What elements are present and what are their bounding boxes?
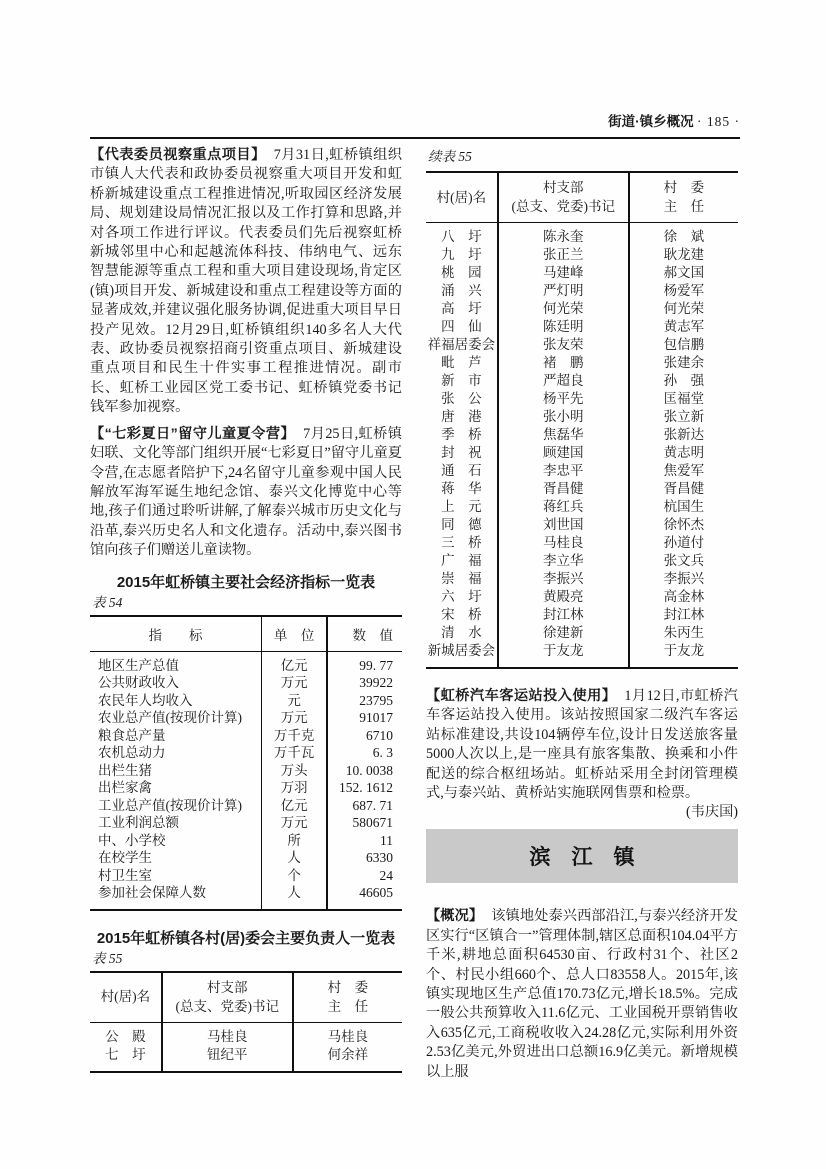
- table-cell: 马桂良: [162, 1022, 293, 1046]
- table-cell: 亿元: [262, 797, 328, 815]
- table-cell: 褚 鹏: [498, 354, 629, 372]
- table-cell: 封江林: [498, 606, 629, 624]
- table-cell: 万羽: [262, 779, 328, 797]
- table-cell: 公 殿: [90, 1022, 162, 1046]
- table-cell: 万千克: [262, 727, 328, 745]
- table-cell: 高金林: [663, 589, 705, 604]
- table-cell: 新城居委会: [426, 642, 498, 668]
- article-overview: [426, 907, 738, 1082]
- table-row: [426, 372, 738, 390]
- table-cell: 杨爱军: [663, 283, 705, 298]
- village-leaders-table: [90, 971, 402, 1073]
- table-cell: 580671: [352, 815, 393, 831]
- table-row: [90, 884, 402, 910]
- table-cell: 张正兰: [498, 246, 629, 264]
- table-cell: 郝文国: [663, 265, 705, 280]
- article-label: 【虹桥汽车客运站投入使用】: [426, 688, 617, 704]
- table-row: [426, 300, 738, 318]
- table-row: [426, 223, 738, 247]
- economic-indicators-table: [90, 615, 402, 911]
- table-row: [426, 570, 738, 588]
- table-cell: 152. 1612: [339, 780, 393, 796]
- table-cell: 于友龙: [498, 642, 629, 668]
- table-cell: 农民年人均收入: [90, 692, 262, 710]
- table-cell: 徐 斌: [663, 229, 705, 244]
- table-cell: 李立华: [498, 552, 629, 570]
- table-cell: 6. 3: [372, 745, 393, 761]
- table-cell: 新 市: [426, 372, 498, 390]
- table-cell: 张建余: [663, 355, 705, 370]
- table-cell: 万元: [262, 674, 328, 692]
- table-cell: 农业总产值(按现价计算): [90, 709, 262, 727]
- header-line: 主 任: [327, 998, 369, 1014]
- table-row: [426, 282, 738, 300]
- table-cell: 九 圩: [426, 246, 498, 264]
- table-row: [90, 832, 402, 850]
- table-cell: 何光荣: [498, 300, 629, 318]
- table-row: [90, 797, 402, 815]
- table-cell: 24: [379, 867, 393, 883]
- right-column: [426, 146, 738, 1082]
- table-cell: 46605: [359, 885, 393, 901]
- table-cell: 陈永奎: [498, 223, 629, 247]
- table55-title: 2015年虹桥镇各村(居)委会主要负责人一览表: [96, 929, 396, 947]
- table-cell: 于友龙: [663, 643, 705, 658]
- table-cell: 万千瓦: [262, 744, 328, 762]
- table-cell: 农机总动力: [90, 744, 262, 762]
- table-cell: 通 石: [426, 462, 498, 480]
- table-row: [90, 762, 402, 780]
- table-cell: 万元: [262, 814, 328, 832]
- table-row: [90, 727, 402, 745]
- table-row: [90, 849, 402, 867]
- table-row: [426, 408, 738, 426]
- table-cell: 清 水: [426, 624, 498, 642]
- table-cell: 八 圩: [426, 223, 498, 247]
- table-cell: 徐怀杰: [663, 517, 705, 532]
- table-row: [426, 624, 738, 642]
- table-cell: 99. 77: [359, 657, 393, 673]
- header-line: 主 任: [663, 199, 705, 214]
- table-cell: 朱丙生: [663, 625, 705, 640]
- table-cell: 黄殿亮: [498, 588, 629, 606]
- table-row: [90, 779, 402, 797]
- table-row: [90, 1022, 402, 1046]
- table-cell: 地区生产总值: [90, 651, 262, 674]
- header-line: 村 委: [663, 180, 705, 195]
- table-cell: 元: [262, 692, 328, 710]
- article-inspection: [90, 146, 402, 418]
- table-cell: 焦磊华: [498, 426, 629, 444]
- table-cell: 宋 桥: [426, 606, 498, 624]
- table-cell: 严灯明: [498, 282, 629, 300]
- table-cell: 耿龙建: [663, 247, 705, 262]
- table-cell: 万头: [262, 762, 328, 780]
- table-cell: 91017: [359, 710, 393, 726]
- table-header: [90, 972, 402, 1023]
- table-cell: 中、小学校: [90, 832, 262, 850]
- table-cell: 黄志军: [663, 319, 705, 334]
- table-cell: 个: [262, 867, 328, 885]
- article-label: 【概况】: [426, 908, 484, 925]
- page-number: · 185 ·: [697, 114, 740, 129]
- table-cell: 封江林: [663, 607, 705, 622]
- article-label: 【代表委员视察重点项目】: [90, 147, 266, 163]
- header-party-secretary: [498, 172, 629, 223]
- table55-label: 表 55: [92, 950, 123, 966]
- table-cell: 马桂良: [327, 1028, 369, 1044]
- table-cell: 张小明: [498, 408, 629, 426]
- table-cell: 桃 园: [426, 264, 498, 282]
- section-banner-binjiang: [426, 829, 738, 883]
- header-value: 数 值: [327, 616, 402, 652]
- table-cell: 23795: [359, 692, 393, 708]
- header-committee-director: [293, 972, 402, 1023]
- table-row: [426, 444, 738, 462]
- table54-title: 2015年虹桥镇主要社会经济指标一览表: [116, 573, 376, 591]
- table-cell: 村卫生室: [90, 867, 262, 885]
- table-row: [90, 814, 402, 832]
- table-cell: 张新达: [663, 427, 705, 442]
- article-body: 1月12日,市虹桥汽车客运站投入使用。该站按照国家二级汽车客运站标准建设,共设104辆停车位,设计日发送旅客量5000人次以上,是一座具有旅客集散、换乘和小件配送的综合枢纽场站。虹桥站采用全封闭管理模式,与泰兴站、黄桥站实施联网售票和检票。: [426, 688, 738, 802]
- article-body: 7月25日,虹桥镇妇联、文化等部门组织开展“七彩夏日”留守儿童夏令营,在志愿者陪护下,24名留守儿童参观中国人民解放军海军诞生地纪念馆、泰兴文化博览中心等地,孩子们通过聆听讲解,了解泰兴城市历史文化与沿革,泰兴历史名人和文化遗存。活动中,泰兴图书馆向孩子们赠送儿童读物。: [90, 425, 402, 559]
- table-cell: 何光荣: [663, 301, 705, 316]
- header-party-secretary: [162, 972, 293, 1023]
- table-row: [426, 462, 738, 480]
- table-cell: 杭国生: [663, 499, 705, 514]
- table-cell: 马建峰: [498, 264, 629, 282]
- table-cell: 徐建新: [498, 624, 629, 642]
- table-cell: 上 元: [426, 498, 498, 516]
- table-cell: 高 圩: [426, 300, 498, 318]
- table-cell: 广 福: [426, 552, 498, 570]
- header-line: 村支部: [543, 180, 584, 195]
- table-cell: 工业利润总额: [90, 814, 262, 832]
- table-cell: 严超良: [498, 372, 629, 390]
- table-cell: 张友荣: [498, 336, 629, 354]
- table-row: [90, 709, 402, 727]
- table-cell: 匡福堂: [663, 391, 705, 406]
- table-cell: 人: [262, 849, 328, 867]
- table-cell: 张文兵: [663, 553, 705, 568]
- table-cell: 李振兴: [498, 570, 629, 588]
- table-cell: 李忠平: [498, 462, 629, 480]
- header-village: 村(居)名: [90, 972, 162, 1023]
- table-cell: 毗 芦: [426, 354, 498, 372]
- table-cell: 张 公: [426, 390, 498, 408]
- table-cell: 工业总产值(按现价计算): [90, 797, 262, 815]
- table-row: [426, 426, 738, 444]
- table-cell: 参加社会保障人数: [90, 884, 262, 910]
- table-cell: 蒋 华: [426, 480, 498, 498]
- table-cell: 陈廷明: [498, 318, 629, 336]
- page-header: [90, 110, 740, 139]
- table-cell: 11: [380, 832, 393, 848]
- table-cell: 孙道付: [663, 535, 705, 550]
- table-cell: 人: [262, 884, 328, 910]
- table-row: [426, 354, 738, 372]
- table-row: [426, 588, 738, 606]
- table-cell: 胥昌健: [498, 480, 629, 498]
- table-cell: 胥昌健: [663, 481, 705, 496]
- table-row: [90, 651, 402, 674]
- table-row: [426, 516, 738, 534]
- table-cell: 6330: [366, 850, 393, 866]
- table-row: [90, 692, 402, 710]
- article-label: 【“七彩夏日”留守儿童夏令营】: [90, 425, 296, 442]
- table-cell: 孙 强: [663, 373, 705, 388]
- table-cell: 同 德: [426, 516, 498, 534]
- table-cell: 顾建国: [498, 444, 629, 462]
- article-summer-camp: [90, 425, 402, 561]
- article-bus-station: [426, 687, 738, 821]
- village-leaders-table-continued: [426, 171, 738, 669]
- article-body: 7月31日,虹桥镇组织市镇人大代表和政协委员视察重大项目开发和虹桥新城建设重点工程推进情况,听取园区经济发展局、规划建设局情况汇报以及工作打算和思路,并对各项工作进行评议。代表委员们先后视察虹桥新城邻里中心和起越流体科技、伟纳电气、远东智慧能源等重点工程和重大项目建设现场,肯定区(镇)项目开发、新城建设和重点工程建设等方面的显著成效,并建议强化服务协调,促进重大项目早日投产见效。12月29日,虹桥镇组织140多名人大代表、政协委员视察招商引资重点项目、新城建设重点项目和民生十件实事工程推进情况。副市长、虹桥工业园区党工委书记、虹桥镇党委书记钱军参加视察。: [90, 147, 402, 416]
- table-cell: 季 桥: [426, 426, 498, 444]
- table-cell: 出栏家禽: [90, 779, 262, 797]
- table-cell: 出栏生猪: [90, 762, 262, 780]
- table-header: [90, 616, 402, 652]
- table-row: [426, 264, 738, 282]
- table-row: [90, 744, 402, 762]
- table-cell: 6710: [366, 727, 393, 743]
- article-body: 该镇地处泰兴西部沿江,与泰兴经济开发区实行“区镇合一”管理体制,辖区总面积104.04平方千米,耕地总面积64530亩、行政村31个、社区2个、村民小组660个、总人口83558人。2015年,该镇实现地区生产总值170.73亿元,增长18.5%。完成一般公共预算收入11.6亿元、工业国税开票销售收入635亿元,工商税收收入24.28亿元,实际利用外资2.53亿美元,外贸进出口总额16.9亿美元。新增规模以上服: [426, 908, 738, 1080]
- table-row: [90, 674, 402, 692]
- table-row: [426, 318, 738, 336]
- continued-table-label: 续表 55: [428, 149, 472, 164]
- table-cell: 公共财政收入: [90, 674, 262, 692]
- table-cell: 四 仙: [426, 318, 498, 336]
- table-cell: 39922: [359, 675, 393, 691]
- header-line: 村 委: [327, 979, 369, 995]
- article-signature: (韦庆国): [685, 804, 738, 821]
- table-cell: 崇 福: [426, 570, 498, 588]
- running-title: 街道·镇乡概况: [608, 114, 694, 129]
- header-village: 村(居)名: [426, 172, 498, 223]
- header-indicator: 指 标: [90, 616, 262, 652]
- table-row: [426, 534, 738, 552]
- table-cell: 万元: [262, 709, 328, 727]
- table-cell: 张立新: [663, 409, 705, 424]
- table-body: [90, 651, 402, 910]
- table-cell: 蒋红兵: [498, 498, 629, 516]
- table-row: [426, 552, 738, 570]
- table-row: [426, 642, 738, 668]
- table-cell: 亿元: [262, 651, 328, 674]
- table-cell: 刘世国: [498, 516, 629, 534]
- table-cell: 唐 港: [426, 408, 498, 426]
- left-column: [90, 146, 402, 1073]
- table-cell: 所: [262, 832, 328, 850]
- header-committee-director: [629, 172, 738, 223]
- table-row: [426, 246, 738, 264]
- table-cell: 粮食总产量: [90, 727, 262, 745]
- table-row: [90, 1046, 402, 1072]
- table-row: [426, 336, 738, 354]
- table-cell: 三 桥: [426, 534, 498, 552]
- table-cell: 包信鹏: [663, 337, 705, 352]
- table-row: [426, 480, 738, 498]
- table-cell: 七 圩: [90, 1046, 162, 1072]
- table-cell: 杨平先: [498, 390, 629, 408]
- header-unit: 单 位: [262, 616, 328, 652]
- table54-label: 表 54: [92, 594, 123, 610]
- table-body: [426, 223, 738, 669]
- table-cell: 祥福居委会: [426, 336, 498, 354]
- section-banner-text: 滨 江 镇: [529, 846, 635, 870]
- table-cell: 钮纪平: [162, 1046, 293, 1072]
- table-cell: 10. 0038: [345, 762, 393, 778]
- table-row: [426, 606, 738, 624]
- table-row: [90, 867, 402, 885]
- header-line: 村支部: [207, 979, 248, 995]
- table-cell: 马桂良: [498, 534, 629, 552]
- table-cell: 黄志明: [663, 445, 705, 460]
- table-cell: 在校学生: [90, 849, 262, 867]
- table-row: [426, 390, 738, 408]
- table-cell: 涌 兴: [426, 282, 498, 300]
- table-header: [426, 172, 738, 223]
- table-cell: 何余祥: [327, 1046, 369, 1062]
- table-cell: 687. 71: [352, 797, 393, 813]
- table-cell: 焦爱军: [663, 463, 705, 478]
- table-cell: 六 圩: [426, 588, 498, 606]
- table-row: [426, 498, 738, 516]
- table-cell: 封 祝: [426, 444, 498, 462]
- table-cell: 李振兴: [663, 571, 705, 586]
- header-line: (总支、党委)书记: [175, 998, 280, 1014]
- table-body: [90, 1022, 402, 1072]
- header-line: (总支、党委)书记: [511, 199, 616, 214]
